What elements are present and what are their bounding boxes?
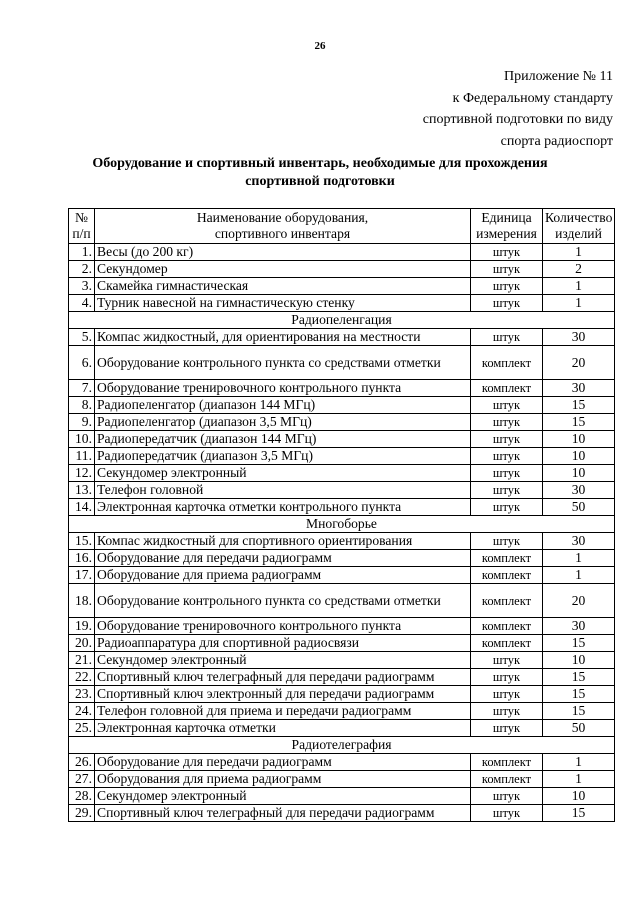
table-row [69, 550, 615, 567]
item-name: Оборудование контрольного пункта со средствами отметки [95, 346, 471, 380]
item-unit: комплект [471, 346, 543, 380]
item-quantity: 15 [543, 703, 615, 720]
row-number: 19. [69, 618, 95, 635]
item-unit: штук [471, 482, 543, 499]
item-quantity: 10 [543, 465, 615, 482]
item-unit: штук [471, 652, 543, 669]
section-title: Радиопеленгация [69, 312, 615, 329]
item-unit: штук [471, 533, 543, 550]
item-name: Электронная карточка отметки [95, 720, 471, 737]
item-quantity: 15 [543, 805, 615, 822]
item-unit: штук [471, 720, 543, 737]
item-unit: штук [471, 295, 543, 312]
section-title: Многоборье [69, 516, 615, 533]
row-number: 20. [69, 635, 95, 652]
item-quantity: 1 [543, 771, 615, 788]
item-unit: штук [471, 278, 543, 295]
item-unit: комплект [471, 550, 543, 567]
table-row [69, 754, 615, 771]
table-row [69, 414, 615, 431]
item-name: Радиопеленгатор (диапазон 3,5 МГц) [95, 414, 471, 431]
table-row [69, 465, 615, 482]
table-row [69, 652, 615, 669]
item-quantity: 1 [543, 754, 615, 771]
row-number: 23. [69, 686, 95, 703]
item-name: Радиопередатчик (диапазон 144 МГц) [95, 431, 471, 448]
item-quantity: 30 [543, 380, 615, 397]
item-unit: комплект [471, 584, 543, 618]
table-row [69, 805, 615, 822]
item-name: Радиопередатчик (диапазон 3,5 МГц) [95, 448, 471, 465]
table-row [69, 720, 615, 737]
row-number: 26. [69, 754, 95, 771]
item-quantity: 1 [543, 295, 615, 312]
item-unit: комплект [471, 618, 543, 635]
row-number: 8. [69, 397, 95, 414]
row-number: 6. [69, 346, 95, 380]
item-name: Весы (до 200 кг) [95, 244, 471, 261]
table-row [69, 261, 615, 278]
row-number: 16. [69, 550, 95, 567]
item-name: Секундомер [95, 261, 471, 278]
page-number: 26 [314, 40, 326, 52]
item-name: Секундомер электронный [95, 788, 471, 805]
table-row [69, 397, 615, 414]
item-quantity: 30 [543, 329, 615, 346]
appendix-line-1: Приложение № 11 [504, 69, 613, 84]
appendix-line-2: к Федеральному стандарту [452, 90, 613, 106]
table-row [69, 448, 615, 465]
table-row [69, 635, 615, 652]
item-quantity: 30 [543, 533, 615, 550]
item-quantity: 10 [543, 652, 615, 669]
document-title-line-1: Оборудование и спортивный инвентарь, необходимые для прохождения [92, 156, 548, 171]
row-number: 25. [69, 720, 95, 737]
table-row [69, 686, 615, 703]
item-name: Оборудование тренировочного контрольного пункта [95, 380, 471, 397]
table-row [69, 618, 615, 635]
item-quantity: 30 [543, 482, 615, 499]
row-number: 4. [69, 295, 95, 312]
item-unit: комплект [471, 754, 543, 771]
header-name-line-1: Наименование оборудования, [196, 210, 369, 225]
item-name: Компас жидкостный для спортивного ориентирования [95, 533, 471, 550]
row-number: 24. [69, 703, 95, 720]
table-body [69, 244, 615, 822]
item-name: Турник навесной на гимнастическую стенку [95, 295, 471, 312]
item-unit: штук [471, 788, 543, 805]
item-name: Секундомер электронный [95, 652, 471, 669]
item-unit: штук [471, 805, 543, 822]
table-row [69, 584, 615, 618]
row-number: 13. [69, 482, 95, 499]
item-quantity: 1 [543, 244, 615, 261]
equipment-table [68, 208, 615, 822]
item-name: Спортивный ключ телеграфный для передачи радиограмм [95, 669, 471, 686]
header-name [95, 209, 471, 244]
item-unit: штук [471, 499, 543, 516]
row-number: 5. [69, 329, 95, 346]
document-title [60, 155, 580, 191]
table-row [69, 567, 615, 584]
item-quantity: 15 [543, 635, 615, 652]
header-number [69, 209, 95, 244]
item-unit: комплект [471, 567, 543, 584]
item-quantity: 10 [543, 431, 615, 448]
item-name: Спортивный ключ электронный для передачи радиограмм [95, 686, 471, 703]
row-number: 15. [69, 533, 95, 550]
header-name-line-2: спортивного инвентаря [214, 226, 351, 241]
section-row [69, 516, 615, 533]
item-quantity: 20 [543, 584, 615, 618]
row-number: 7. [69, 380, 95, 397]
appendix-line-3: спортивной подготовки по виду [422, 112, 613, 127]
row-number: 14. [69, 499, 95, 516]
table-row [69, 380, 615, 397]
item-unit: штук [471, 329, 543, 346]
appendix-note [423, 66, 613, 152]
row-number: 18. [69, 584, 95, 618]
table-row [69, 346, 615, 380]
row-number: 12. [69, 465, 95, 482]
table-row [69, 703, 615, 720]
item-quantity: 15 [543, 414, 615, 431]
row-number: 9. [69, 414, 95, 431]
row-number: 10. [69, 431, 95, 448]
header-number-line-1: № [75, 210, 88, 225]
header-quantity-line-1: Количество [545, 210, 613, 225]
item-quantity: 1 [543, 567, 615, 584]
item-name: Телефон головной для приема и передачи радиограмм [95, 703, 471, 720]
item-quantity: 15 [543, 686, 615, 703]
row-number: 17. [69, 567, 95, 584]
item-unit: комплект [471, 771, 543, 788]
item-quantity: 30 [543, 618, 615, 635]
item-quantity: 20 [543, 346, 615, 380]
section-row [69, 737, 615, 754]
item-name: Оборудования для приема радиограмм [95, 771, 471, 788]
item-name: Электронная карточка отметки контрольного пункта [95, 499, 471, 516]
item-unit: штук [471, 414, 543, 431]
header-unit-line-1: Единица [481, 210, 532, 225]
item-unit: штук [471, 448, 543, 465]
row-number: 29. [69, 805, 95, 822]
table-row [69, 244, 615, 261]
section-row [69, 312, 615, 329]
row-number: 28. [69, 788, 95, 805]
item-name: Компас жидкостный, для ориентирования на местности [95, 329, 471, 346]
item-name: Оборудование тренировочного контрольного пункта [95, 618, 471, 635]
item-quantity: 50 [543, 720, 615, 737]
table-row [69, 482, 615, 499]
item-unit: штук [471, 465, 543, 482]
table-row [69, 771, 615, 788]
table-row [69, 533, 615, 550]
header-unit [471, 209, 543, 244]
item-name: Оборудование для приема радиограмм [95, 567, 471, 584]
row-number: 27. [69, 771, 95, 788]
item-unit: комплект [471, 635, 543, 652]
header-quantity-line-2: изделий [555, 226, 602, 241]
table-header-row [69, 209, 615, 244]
item-name: Телефон головной [95, 482, 471, 499]
table-row [69, 278, 615, 295]
item-quantity: 1 [543, 278, 615, 295]
item-quantity: 10 [543, 448, 615, 465]
item-name: Оборудование контрольного пункта со средствами отметки [95, 584, 471, 618]
row-number: 22. [69, 669, 95, 686]
appendix-line-4: спорта радиоспорт [500, 133, 613, 149]
item-unit: штук [471, 669, 543, 686]
item-unit: штук [471, 703, 543, 720]
item-name: Секундомер электронный [95, 465, 471, 482]
row-number: 3. [69, 278, 95, 295]
row-number: 1. [69, 244, 95, 261]
table-row [69, 788, 615, 805]
header-unit-line-2: измерения [476, 226, 537, 241]
item-quantity: 15 [543, 669, 615, 686]
table-row [69, 431, 615, 448]
table-row [69, 295, 615, 312]
table-row [69, 329, 615, 346]
item-unit: штук [471, 397, 543, 414]
item-quantity: 50 [543, 499, 615, 516]
table-row [69, 499, 615, 516]
item-name: Оборудование для передачи радиограмм [95, 754, 471, 771]
document-title-line-2: спортивной подготовки [245, 174, 395, 189]
item-unit: штук [471, 244, 543, 261]
table-row [69, 669, 615, 686]
item-name: Радиопеленгатор (диапазон 144 МГц) [95, 397, 471, 414]
item-unit: штук [471, 686, 543, 703]
item-name: Спортивный ключ телеграфный для передачи радиограмм [95, 805, 471, 822]
item-quantity: 15 [543, 397, 615, 414]
item-quantity: 1 [543, 550, 615, 567]
item-unit: штук [471, 431, 543, 448]
item-unit: штук [471, 261, 543, 278]
section-title: Радиотелеграфия [69, 737, 615, 754]
item-name: Скамейка гимнастическая [95, 278, 471, 295]
row-number: 21. [69, 652, 95, 669]
item-name: Оборудование для передачи радиограмм [95, 550, 471, 567]
item-name: Радиоаппаратура для спортивной радиосвязи [95, 635, 471, 652]
header-number-line-2: п/п [72, 226, 91, 241]
item-quantity: 2 [543, 261, 615, 278]
row-number: 11. [69, 448, 95, 465]
item-unit: комплект [471, 380, 543, 397]
header-quantity [543, 209, 615, 244]
item-quantity: 10 [543, 788, 615, 805]
row-number: 2. [69, 261, 95, 278]
